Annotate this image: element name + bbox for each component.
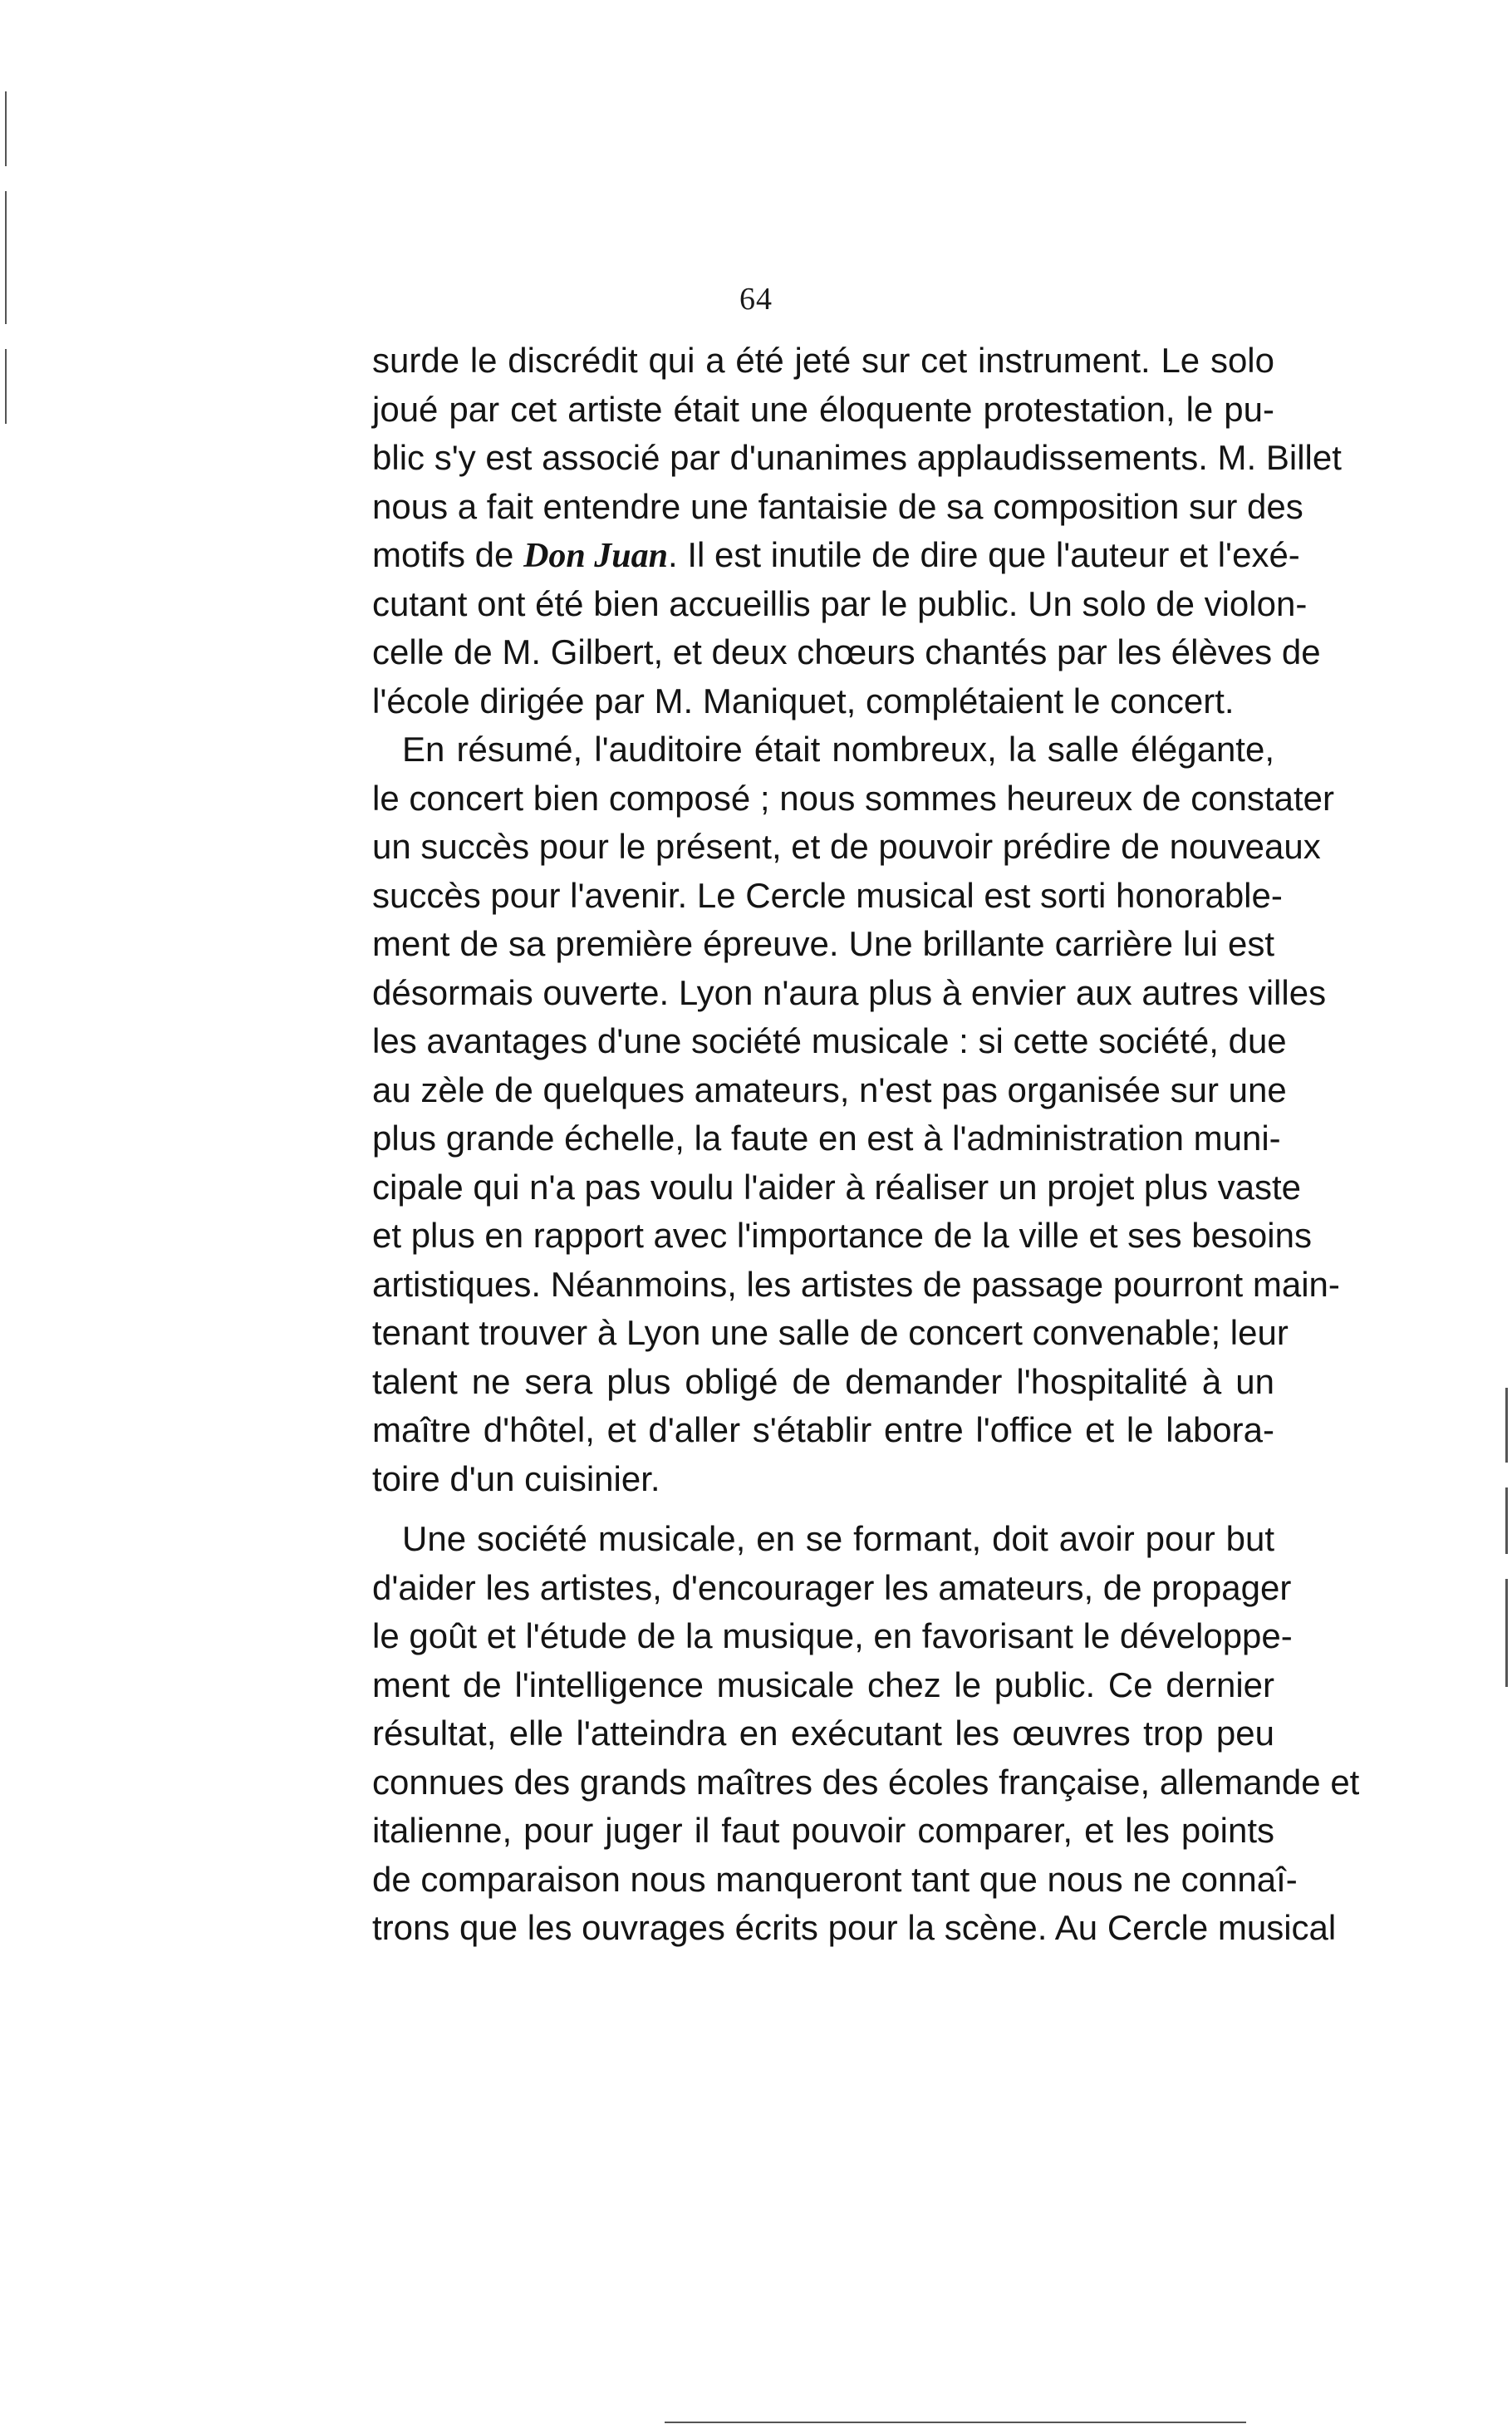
text-line: cipale qui n'a pas voulu l'aider à réaliser un projet plus vaste <box>372 1167 1302 1207</box>
text-line: désormais ouverte. Lyon n'aura plus à envier aux autres villes <box>372 972 1327 1012</box>
text-line: celle de M. Gilbert, et deux chœurs chantés par les élèves de <box>372 632 1321 671</box>
scan-edge-mark <box>1505 1579 1508 1687</box>
scan-edge-mark <box>1505 1487 1508 1554</box>
text-line: nous a fait entendre une fantaisie de sa composition sur des <box>372 486 1303 526</box>
text-line: cutant ont été bien accueillis par le public. Un solo de violon- <box>372 583 1308 623</box>
text-line: talent ne sera plus obligé de demander l'hospitalité à un <box>372 1361 1274 1401</box>
text-line-with-title <box>372 531 1300 580</box>
text-line: italienne, pour juger il faut pouvoir comparer, et les points <box>372 1811 1274 1850</box>
text-line: connues des grands maîtres des écoles française, allemande et <box>372 1762 1360 1802</box>
paragraph-gap <box>372 1503 1274 1515</box>
text-line: de comparaison nous manqueront tant que nous ne connaî- <box>372 1859 1298 1899</box>
page-number: 64 <box>739 282 773 317</box>
text-fragment: motifs de <box>372 535 524 574</box>
text-line: En résumé, l'auditoire était nombreux, la salle élégante, <box>402 730 1274 769</box>
text-line: ment de sa première épreuve. Une brillante carrière lui est <box>372 924 1274 963</box>
text-line: l'école dirigée par M. Maniquet, complétaient le concert. <box>372 681 1235 720</box>
text-line: et plus en rapport avec l'importance de la ville et ses besoins <box>372 1216 1312 1255</box>
scan-edge-mark <box>5 91 7 166</box>
text-fragment: . Il est inutile de dire que l'auteur et l'exé- <box>667 535 1300 574</box>
text-line: plus grande échelle, la faute en est à l'administration muni- <box>372 1119 1281 1158</box>
text-line: les avantages d'une société musicale : si cette société, due <box>372 1021 1287 1060</box>
opera-title: Don Juan <box>523 537 668 575</box>
text-line: au zèle de quelques amateurs, n'est pas organisée sur une <box>372 1069 1287 1109</box>
text-line: résultat, elle l'atteindra en exécutant les œuvres trop peu <box>372 1714 1274 1753</box>
text-line: toire d'un cuisinier. <box>372 1458 660 1498</box>
scan-edge-mark <box>5 349 7 424</box>
text-line: maître d'hôtel, et d'aller s'établir entre l'office et le labora- <box>372 1410 1274 1449</box>
text-line: blic s'y est associé par d'unanimes applaudissements. M. Billet <box>372 438 1342 477</box>
text-line: trons que les ouvrages écrits pour la scène. Au Cercle musical <box>372 1908 1337 1947</box>
text-line: un succès pour le présent, et de pouvoir prédire de nouveaux <box>372 827 1321 866</box>
text-line: le goût et l'étude de la musique, en favorisant le développe- <box>372 1616 1293 1655</box>
text-line: joué par cet artiste était une éloquente protestation, le pu- <box>372 389 1274 429</box>
text-line: tenant trouver à Lyon une salle de concert convenable; leur <box>372 1313 1289 1352</box>
text-line: ment de l'intelligence musicale chez le public. Ce dernier <box>372 1664 1274 1704</box>
text-line: succès pour l'avenir. Le Cercle musical est sorti honorable- <box>372 875 1283 915</box>
scan-edge-mark <box>1505 1388 1508 1463</box>
text-line: surde le discrédit qui a été jeté sur cet instrument. Le solo <box>372 341 1274 380</box>
scan-edge-mark <box>665 2422 1246 2423</box>
text-line: d'aider les artistes, d'encourager les amateurs, de propager <box>372 1567 1292 1607</box>
body-text <box>372 337 1360 1953</box>
text-line: artistiques. Néanmoins, les artistes de passage pourront main- <box>372 1264 1340 1304</box>
text-line: Une société musicale, en se formant, doit avoir pour but <box>402 1519 1274 1558</box>
text-line: le concert bien composé ; nous sommes heureux de constater <box>372 778 1334 818</box>
